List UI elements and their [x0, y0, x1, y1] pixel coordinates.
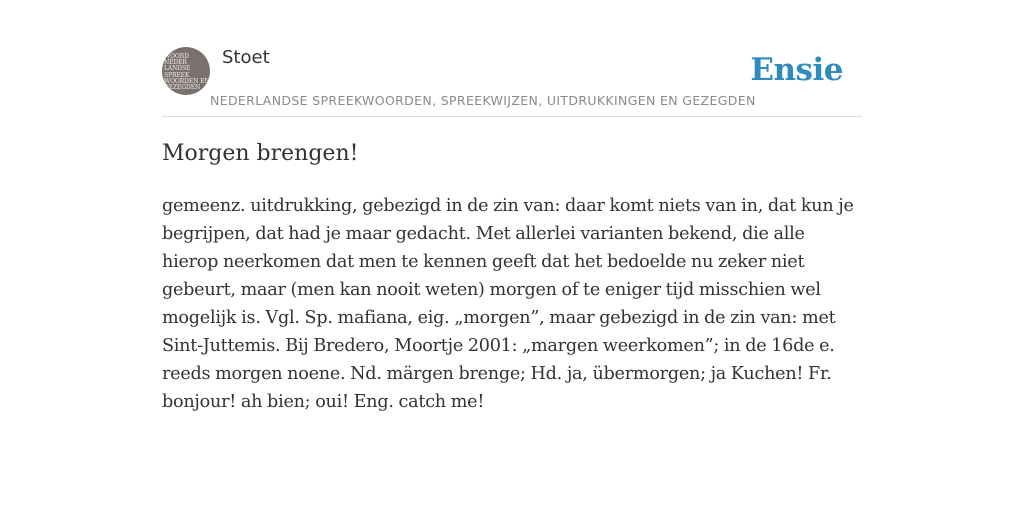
entry-body: gemeenz. uitdrukking, gebezigd in de zin van: daar komt niets van in, dat kun je begrijpen, dat had je maar gedacht. Met allerlei varianten bekend, die alle hierop neerkomen dat men te kennen geeft dat het bedoelde nu zeker niet gebeurt, maar (men kan nooit weten) morgen of te eniger tijd misschien wel mogelijk is. Vgl. Sp. mafiana, eig. „morgen”, maar gebezigd in de zin van: met Sint-Juttemis. Bij Bredero, Moortje 2001: „margen weerkomen”; in de 16de e. reeds morgen noene. Nd. märgen brenge; Hd. ja, übermorgen; ja Kuchen! Fr. bonjour! ah bien; oui! Eng. catch me! [162, 196, 854, 412]
entry-header [162, 46, 862, 117]
author-name[interactable]: Stoet [222, 47, 270, 68]
source-subtitle: NEDERLANDSE SPREEKWOORDEN, SPREEKWIJZEN, UITDRUKKINGEN EN GEZEGDEN [210, 93, 756, 108]
brand-logo[interactable]: Ensie [750, 52, 843, 88]
source-avatar[interactable] [162, 47, 210, 95]
entry-title: Morgen brengen! [162, 141, 359, 166]
avatar-text: WOORD NEDER LANDSE SPREEK WOORDEN EN GEZEGDEN [164, 53, 210, 92]
